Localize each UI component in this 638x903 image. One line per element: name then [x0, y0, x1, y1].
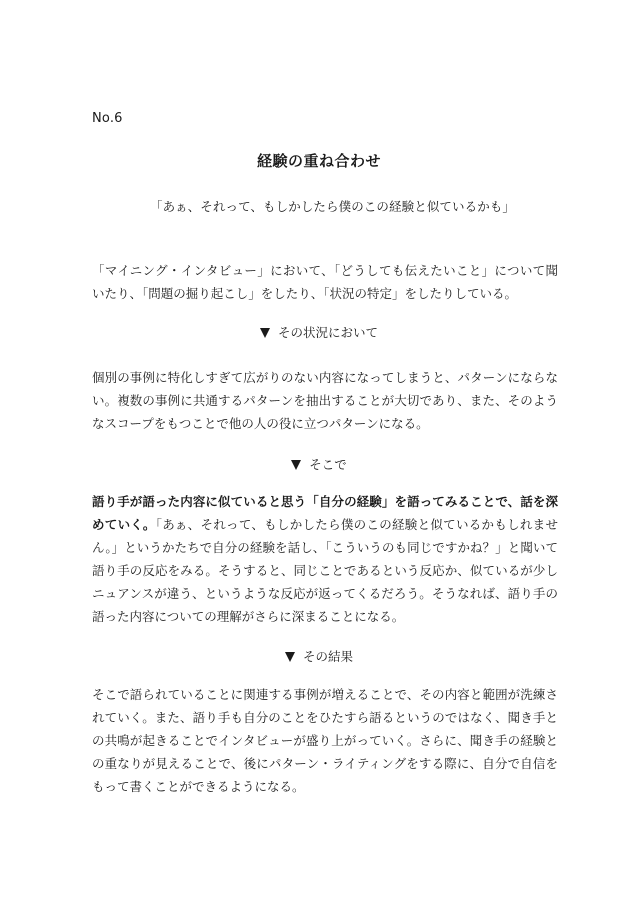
- situation-heading: [0, 323, 638, 341]
- solution-heading: [0, 455, 638, 473]
- down-triangle-icon: [291, 460, 301, 470]
- problem-paragraph: 個別の事例に特化しすぎて広がりのない内容になってしまうと、パターンにならない。複数の事例に共通するパターンを抽出することが大切であり、また、そのようなスコープをもつことで他の人の役に立つパターンになる。: [92, 370, 558, 431]
- pattern-quote: 「あぁ、それって、もしかしたら僕のこの経験と似ているかも」: [150, 199, 516, 214]
- result-paragraph: そこで語られていることに関連する事例が増えることで、その内容と範囲が洗練されていく。また、語り手も自分のことをひたすら語るというのではなく、聞き手との共鳴が起きることでインタビューが盛り上がっていく。さらに、聞き手の経験との重なりが見えることで、後にパターン・ライティングをする際に、自分で自信をもって書くことができるようになる。: [92, 687, 558, 794]
- solution-bold-text: 語り手が語った内容に似ていると思う「自分の経験」を語ってみることで、話を深めていく。: [92, 494, 558, 532]
- result-heading-label: その結果: [302, 649, 353, 664]
- result-heading: [0, 647, 638, 665]
- pattern-title: 経験の重ね合わせ: [256, 152, 381, 170]
- solution-paragraph: [92, 490, 558, 628]
- context-paragraph: 「マイニング・インタビュー」において、「どうしても伝えたいこと」について聞いたり、「問題の掘り起こし」をしたり、「状況の特定」をしたりしている。: [92, 263, 558, 301]
- down-triangle-icon: [260, 328, 270, 338]
- solution-heading-label: そこで: [309, 457, 347, 472]
- solution-body-text: 「あぁ、それって、もしかしたら僕のこの経験と似ているかもしれません。」というかたちで自分の経験を話し、「こういうのも同じですかね？」と聞いて語り手の反応をみる。そうすると、同じことであるという反応か、似ているが少しニュアンスが違う、というような反応が返ってくるだろう。そうなれば、語り手の語った内容についての理解がさらに深まることになる。: [92, 517, 558, 624]
- situation-heading-label: その状況において: [277, 325, 378, 340]
- down-triangle-icon: [285, 652, 295, 662]
- pattern-number: No.6: [92, 111, 123, 126]
